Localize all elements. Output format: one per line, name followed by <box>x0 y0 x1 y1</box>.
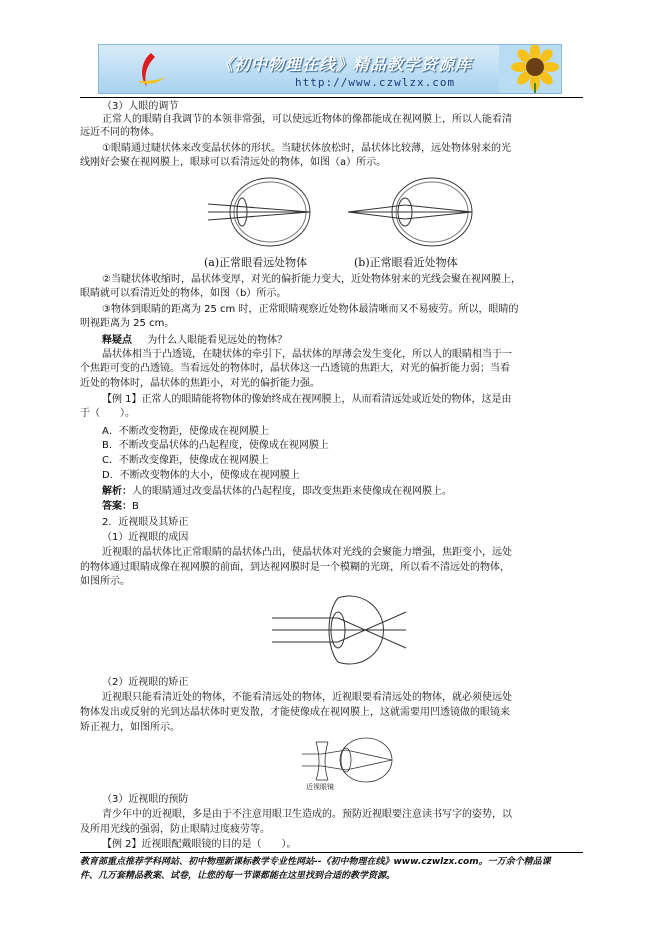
text-line: ①眼睛通过睫状体来改变晶状体的形状。当睫状体放松时，晶状体比较薄，远处物体射来的光 <box>102 143 511 154</box>
text-line: 眼睛就可以看清近处的物体，如图（b）所示。 <box>80 288 287 299</box>
site-logo-icon <box>133 51 167 89</box>
answer-line <box>102 500 607 513</box>
subsection-heading: （3）近视眼的预防 <box>102 794 189 805</box>
text-line: 晶状体相当于凸透镜，在睫状体的牵引下，晶状体的厚薄会发生变化，所以人的眼睛相当于一 <box>102 349 512 360</box>
text-line: 及所用光线的强弱，防止眼睛过度疲劳等。 <box>80 824 270 835</box>
text-line: ③物体到眼睛的距离为 25 cm 时，正常眼睛观察近处物体最清晰而又不易疲劳。所以，眼睛的 <box>102 304 519 315</box>
analysis-label: 解析： <box>102 486 132 497</box>
normal-eye-figure <box>200 172 500 270</box>
lens-label: 近视眼镜 <box>306 783 334 791</box>
footer-rule <box>80 852 583 853</box>
explain-line <box>102 334 607 347</box>
text-line: 明视距离为 25 cm。 <box>80 318 175 329</box>
example2-question: 【例 2】近视眼配戴眼镜的目的是（ ）。 <box>102 839 297 850</box>
text-line: 矫正视力，如图所示。 <box>80 722 180 733</box>
header-banner <box>98 44 562 94</box>
section-heading: 2．近视眼及其矫正 <box>102 517 189 528</box>
site-title: 《初中物理在线》精品教学资源库 <box>217 55 473 74</box>
text-line: 物体发出或反射的光到达晶状体时更发散，才能使像成在视网膜上，这就需要用凹透镜做的眼镜来 <box>80 707 510 718</box>
text-line: 的物体通过眼睛成像在视网膜的前面，到达视网膜时是一个模糊的光斑，所以看不清远处的物体， <box>80 562 510 573</box>
analysis-line <box>102 485 607 498</box>
sunflower-icon <box>499 45 562 94</box>
eye-far-diagram <box>208 178 310 246</box>
example1-question: 【例 1】正常人的眼睛能将物体的像始终成在视网膜上，从而看清远处或近处的物体，这是由 <box>102 394 512 405</box>
option-b: B．不断改变晶状体的凸起程度，使像成在视网膜上 <box>102 440 329 451</box>
footer-line-2: 件、几万套精品教案、试卷，让您的每一节课都能在这里找到合适的教学资源。 <box>80 871 396 881</box>
text-line: 青少年中的近视眼，多是由于不注意用眼卫生造成的。预防近视眼要注意读书写字的姿势，以 <box>102 809 512 820</box>
text-line: 近视眼的晶状体比正常眼睛的晶状体凸出，使晶状体对光线的会聚能力增强，焦距变小，远处 <box>102 547 512 558</box>
myopia-eye-figure <box>268 592 418 668</box>
explain-question: 为什么人眼能看见远处的物体？ <box>147 335 288 346</box>
caption-b: (b)正常眼看近处物体 <box>354 256 458 269</box>
option-d: D．不断改变物体的大小，使像成在视网膜上 <box>102 470 300 481</box>
section-heading: （3）人眼的调节 <box>102 101 179 112</box>
text-line: 近视眼只能看清近处的物体，不能看清远处的物体，近视眼要看清远处的物体，就必须使远处 <box>102 692 512 703</box>
subsection-heading: （2）近视眼的矫正 <box>102 677 189 688</box>
option-c: C．不断改变像距，使像成在视网膜上 <box>102 455 269 466</box>
text-line: 线刚好会聚在视网膜上，眼球可以看清远处的物体，如图（a）所示。 <box>80 157 387 168</box>
explain-label: 释疑点 <box>102 335 132 346</box>
text-line: 如图所示。 <box>80 576 130 587</box>
myopia-correction-figure <box>300 736 410 792</box>
eye-near-diagram <box>348 178 472 246</box>
analysis-text: 人的眼睛通过改变晶状体的凸起程度，即改变焦距来使像成在视网膜上。 <box>132 486 452 497</box>
text-line: 正常人的眼睛自我调节的本领非常强，可以使远近物体的像都能成在视网膜上，所以人能看清 <box>102 114 512 125</box>
answer-label: 答案： <box>102 501 132 512</box>
site-url[interactable]: http://www.czwlzx.com <box>295 76 456 89</box>
caption-a: (a)正常眼看远处物体 <box>204 256 308 269</box>
text-line: 于（ ）。 <box>80 408 135 419</box>
header-rule <box>80 97 583 98</box>
text-line: ②当睫状体收缩时，晶状体变厚，对光的偏折能力变大，近处物体射来的光线会聚在视网膜上， <box>102 274 521 285</box>
text-line: 近处的物体时，晶状体的焦距小，对光的偏折能力强。 <box>80 378 320 389</box>
text-line: 远近不同的物体。 <box>80 127 160 138</box>
option-a: A．不断改变物距，使像成在视网膜上 <box>102 426 269 437</box>
text-line: 个焦距可变的凸透镜。当看远处的物体时，晶状体这一凸透镜的焦距大，对光的偏折能力弱；当看 <box>80 363 510 374</box>
footer-line-1: 教育部重点推荐学科网站、初中物理新课标教学专业性网站--《初中物理在线》www.czwlzx.com。一万余个精品课 <box>80 857 551 867</box>
subsection-heading: （1）近视眼的成因 <box>102 532 189 543</box>
answer-value: B <box>132 501 139 512</box>
